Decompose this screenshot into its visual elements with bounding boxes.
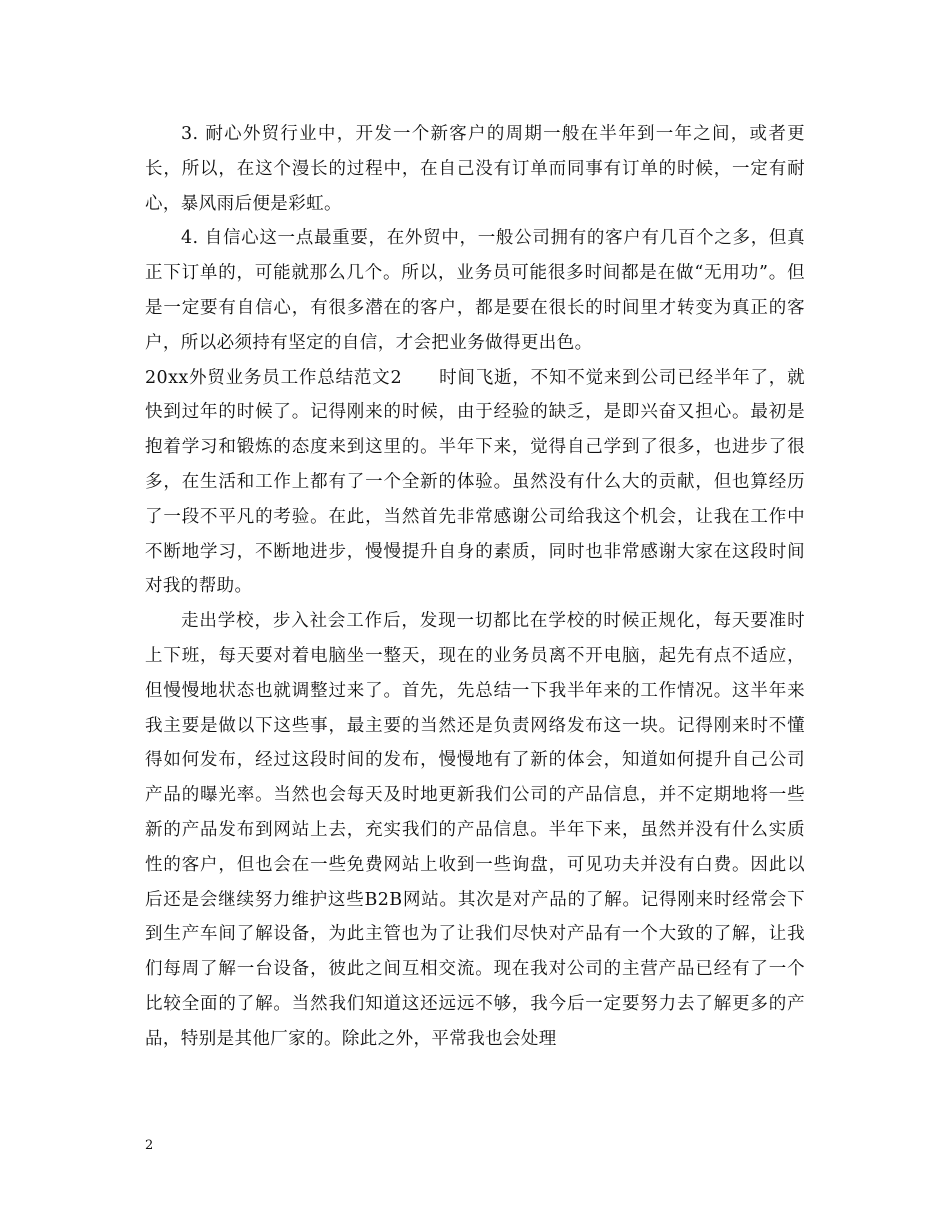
paragraph-summary-heading: 20xx外贸业务员工作总结范文2 时间飞逝，不知不觉来到公司已经半年了，就快到过年的时候了。记得刚来的时候，由于经验的缺乏，是即兴奋又担心。最初是抱着学习和锻炼的态度来到这里的。半年下来，觉得自己学到了很多，也进步了很多，在生活和工作上都有了一个全新的体验。虽然没有什么大的贡献，但也算经历了一段不平凡的考验。在此，当然首先非常感谢公司给我这个机会，让我在工作中不断地学习，不断地进步，慢慢提升自身的素质，同时也非常感谢大家在这段时间对我的帮助。 [145,367,805,597]
page-number: 2 [145,1138,154,1153]
document-body [145,117,805,1057]
paragraph-confidence: 4. 自信心这一点最重要，在外贸中，一般公司拥有的客户有几百个之多，但真正下订单的，可能就那么几个。所以，业务员可能很多时间都是在做“无用功”。但是一定要有自信心，有很多潜在的客户，都是要在很长的时间里才转变为真正的客户，所以必须持有坚定的自信，才会把业务做得更出色。 [145,228,805,353]
paragraph-work-review: 走出学校，步入社会工作后，发现一切都比在学校的时候正规化，每天要准时上下班，每天要对着电脑坐一整天，现在的业务员离不开电脑，起先有点不适应，但慢慢地状态也就调整过来了。首先，先总结一下我半年来的工作情况。这半年来我主要是做以下这些事，最主要的当然还是负责网络发布这一块。记得刚来时不懂得如何发布，经过这段时间的发布，慢慢地有了新的体会，知道如何提升自己公司产品的曝光率。当然也会每天及时地更新我们公司的产品信息，并不定期地将一些新的产品发布到网站上去，充实我们的产品信息。半年下来，虽然并没有什么实质性的客户，但也会在一些免费网站上收到一些询盘，可见功夫并没有白费。因此以后还是会继续努力维护这些B2B网站。其次是对产品的了解。记得刚来时经常会下到生产车间了解设备，为此主管也为了让我们尽快对产品有一个大致的了解，让我们每周了解一台设备，彼此之间互相交流。现在我对公司的主营产品已经有了一个比较全面的了解。当然我们知道这还远远不够，我今后一定要努力去了解更多的产品，特别是其他厂家的。除此之外，平常我也会处理 [145,611,805,1049]
paragraph-patience: 3. 耐心外贸行业中，开发一个新客户的周期一般在半年到一年之间，或者更长，所以，在这个漫长的过程中，在自己没有订单而同事有订单的时候，一定有耐心，暴风雨后便是彩虹。 [145,124,805,214]
